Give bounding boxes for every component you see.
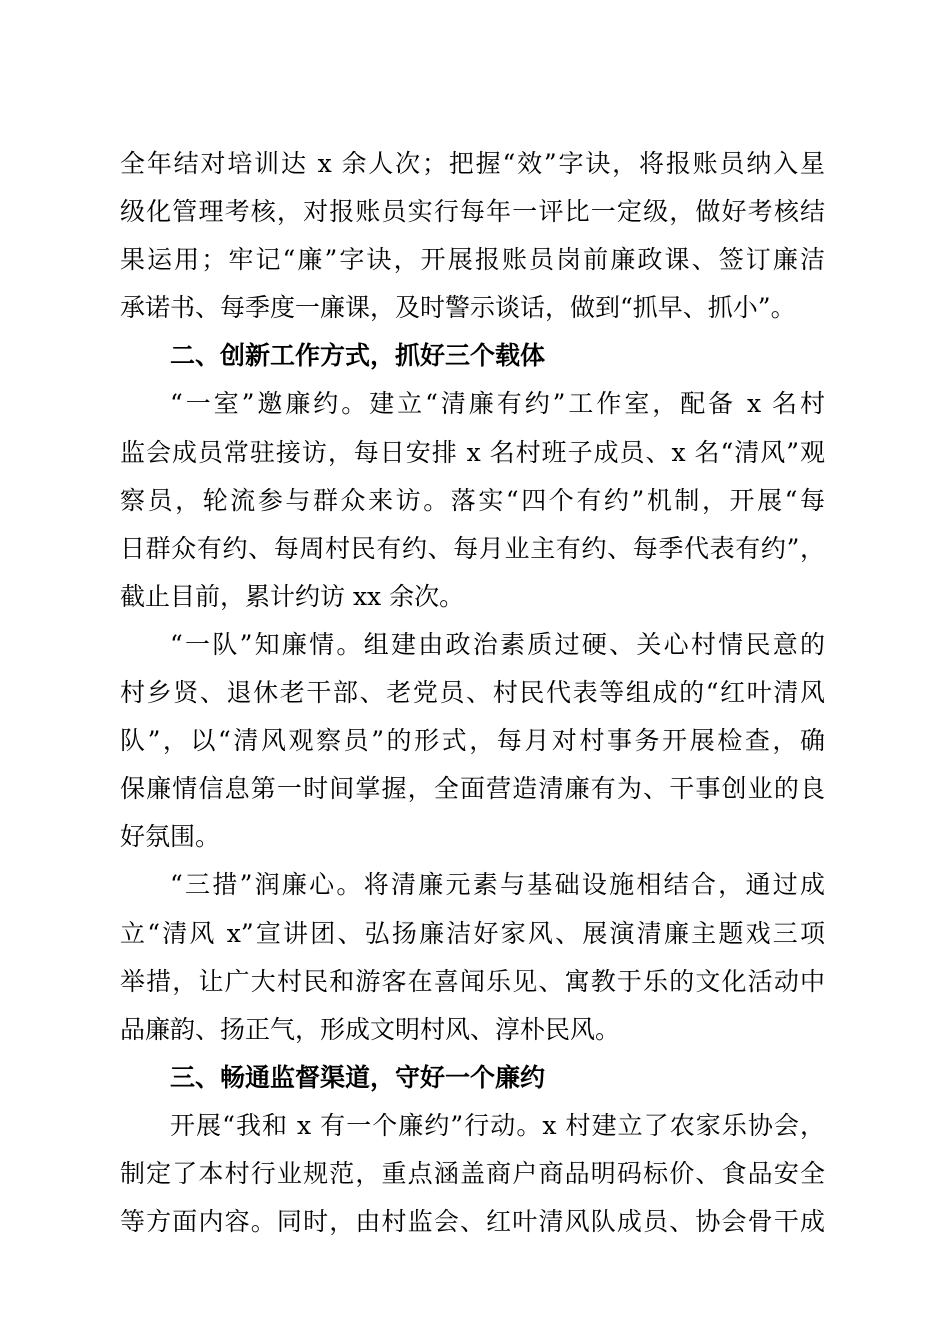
paragraph-line: 品廉韵、扬正气，形成文明村风、淳朴民风。 (120, 1014, 621, 1044)
paragraph-line: “一队”知廉情。组建由政治素质过硬、关心村情民意的 (170, 629, 825, 659)
paragraph-line: 开展“我和 x 有一个廉约”行动。x 村建立了农家乐协会， (170, 1110, 825, 1140)
paragraph-line: 保廉情信息第一时间掌握，全面营造清廉有为、干事创业的良 (120, 774, 825, 804)
paragraph-line: 队”，以“清风观察员”的形式，每月对村事务开展检查，确 (120, 726, 825, 756)
paragraph-three-measures (120, 861, 825, 1053)
paragraph-line: “一室”邀廉约。建立“清廉有约”工作室，配备 x 名村 (170, 389, 825, 419)
paragraph-line: 制定了本村行业规范，重点涵盖商户商品明码标价、食品安全 (120, 1158, 825, 1188)
paragraph-line: 监会成员常驻接访，每日安排 x 名村班子成员、x 名“清风”观 (120, 437, 825, 467)
paragraph-one-room (120, 380, 825, 620)
paragraph-line: 举措，让广大村民和游客在喜闻乐见、寓教于乐的文化活动中 (120, 966, 825, 996)
paragraph-integrity-pact (120, 1102, 825, 1246)
paragraph-line: 承诺书、每季度一廉课，及时警示谈话，做到“抓早、抓小”。 (120, 293, 796, 323)
paragraph-line: 日群众有约、每周村民有约、每月业主有约、每季代表有约”， (120, 533, 825, 563)
paragraph-line: 截止目前，累计约访 xx 余次。 (120, 581, 465, 611)
paragraph-line: “三措”润廉心。将清廉元素与基础设施相结合，通过成 (170, 870, 825, 900)
paragraph-training-summary (120, 140, 825, 332)
paragraph-line: 果运用；牢记“廉”字诀，开展报账员岗前廉政课、签订廉洁 (120, 245, 825, 275)
section-heading-innovate: 二、创新工作方式，抓好三个载体 (170, 341, 546, 371)
paragraph-line: 全年结对培训达 x 余人次；把握“效”字诀，将报账员纳入星 (120, 149, 825, 178)
paragraph-line: 级化管理考核，对报账员实行每年一评比一定级，做好考核结 (120, 197, 825, 227)
section-heading-supervision: 三、畅通监督渠道，守好一个廉约 (170, 1062, 546, 1092)
paragraph-line: 等方面内容。同时，由村监会、红叶清风队成员、协会骨干成 (120, 1207, 825, 1237)
paragraph-line: 好氛围。 (120, 822, 221, 852)
document-page (120, 140, 825, 1246)
paragraph-line: 察员，轮流参与群众来访。落实“四个有约”机制，开展“每 (120, 485, 825, 515)
paragraph-line: 村乡贤、退休老干部、老党员、村民代表等组成的“红叶清风 (120, 678, 825, 708)
paragraph-line: 立“清风 x”宣讲团、弘扬廉洁好家风、展演清廉主题戏三项 (120, 918, 825, 948)
paragraph-one-team (120, 621, 825, 861)
